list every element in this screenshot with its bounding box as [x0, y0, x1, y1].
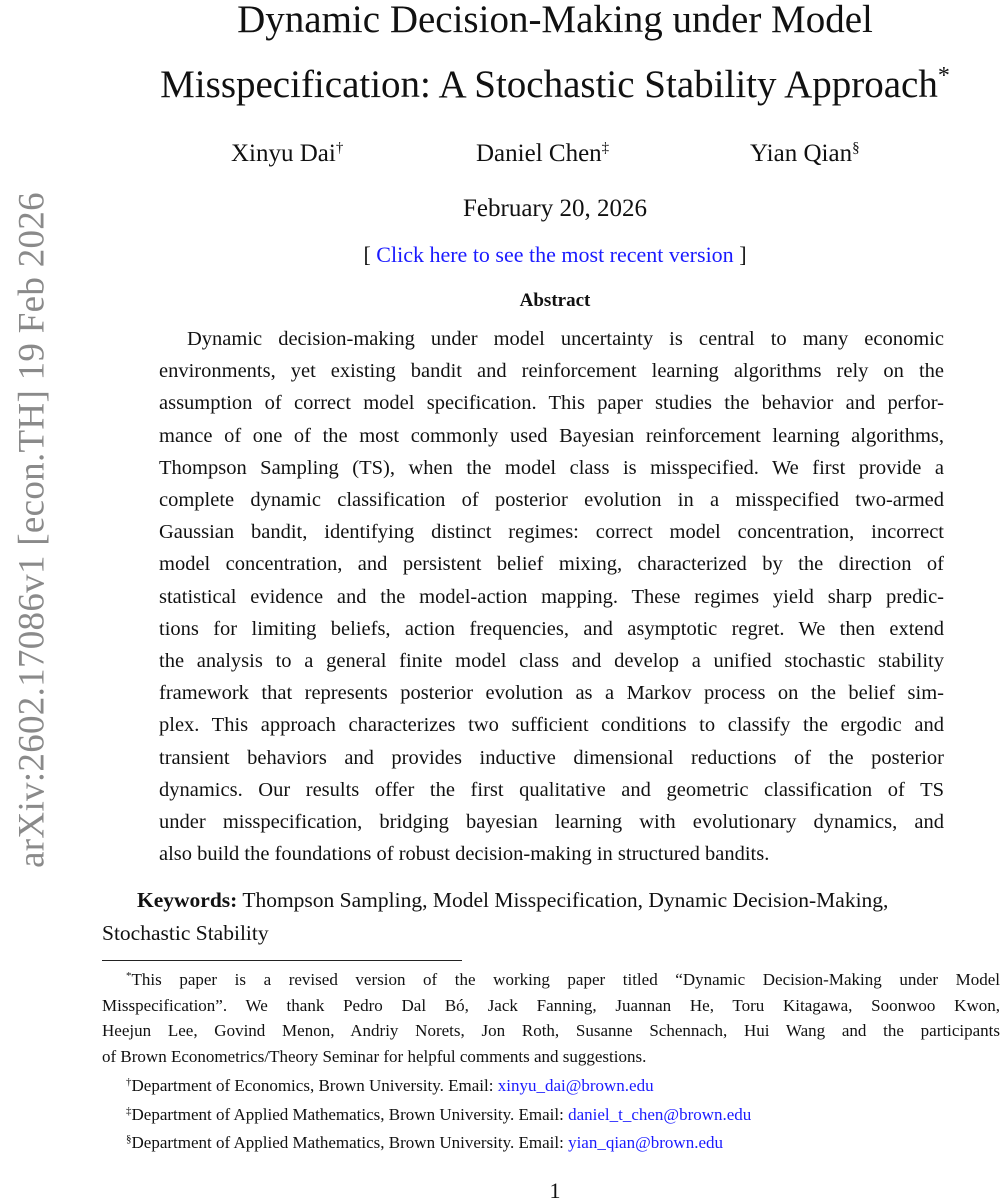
- keywords-label: Keywords:: [137, 888, 237, 912]
- abstract-line: tions for limiting beliefs, action frequencies, and asymptotic regret. We then extend: [159, 613, 944, 645]
- paper-title: [110, 0, 1000, 113]
- abstract-line: mance of one of the most commonly used Bayesian reinforcement learning algorithms,: [159, 420, 944, 452]
- footnote-divider: [102, 960, 462, 961]
- author-footnote-mark: §: [852, 140, 860, 156]
- email-link-dai[interactable]: xinyu_dai@brown.edu: [498, 1076, 654, 1095]
- author-name: Xinyu Dai: [231, 140, 336, 167]
- keywords-line-1: [102, 884, 1000, 917]
- author-yian-qian: [750, 140, 860, 168]
- footnote-mark: §: [126, 1133, 132, 1145]
- bracket-close: ]: [734, 242, 747, 267]
- footnote-line: [102, 964, 1000, 993]
- page-number: 1: [110, 1178, 1000, 1204]
- abstract-line: transient behaviors and provides inductive dimensional reductions of the posterior: [159, 742, 944, 774]
- title-footnote-mark: *: [938, 63, 950, 89]
- title-line-1: Dynamic Decision-Making under Model: [110, 0, 1000, 48]
- abstract-line: framework that represents posterior evolution as a Markov process on the belief sim-: [159, 677, 944, 709]
- footnote-affiliation-chen: [102, 1099, 1000, 1128]
- abstract-line: complete dynamic classification of posterior evolution in a misspecified two-armed: [159, 484, 944, 516]
- abstract-line: assumption of correct model specification. This paper studies the behavior and perfor-: [159, 387, 944, 419]
- title-line-2-text: Misspecification: A Stochastic Stability Approach: [160, 63, 938, 106]
- email-link-chen[interactable]: daniel_t_chen@brown.edu: [568, 1105, 751, 1124]
- recent-version-link[interactable]: Click here to see the most recent version: [376, 242, 733, 267]
- keywords-line-2: Stochastic Stability: [102, 917, 1000, 950]
- recent-version-notice: [110, 242, 1000, 268]
- arxiv-identifier-stamp: arXiv:2602.17086v1 [econ.TH] 19 Feb 2026: [11, 192, 54, 868]
- abstract-heading: Abstract: [110, 290, 1000, 312]
- footnotes: [102, 964, 1000, 1156]
- footnote-mark: †: [126, 1076, 132, 1088]
- abstract-text: [159, 323, 944, 870]
- abstract-line: Gaussian bandit, identifying distinct regimes: correct model concentration, incorrect: [159, 516, 944, 548]
- author-footnote-mark: †: [336, 140, 344, 156]
- bracket-open: [: [363, 242, 376, 267]
- footnote-line: Misspecification”. We thank Pedro Dal Bó, Jack Fanning, Juannan He, Toru Kitagawa, Soonwoo Kwon,: [102, 993, 1000, 1019]
- author-name: Daniel Chen: [476, 140, 602, 167]
- footnote-affiliation-dai: [102, 1070, 1000, 1099]
- footnote-line: Heejun Lee, Govind Menon, Andriy Norets, Jon Roth, Susanne Schennach, Hui Wang and the participants: [102, 1018, 1000, 1044]
- author-name: Yian Qian: [750, 140, 852, 167]
- footnote-line: of Brown Econometrics/Theory Seminar for helpful comments and suggestions.: [102, 1044, 1000, 1070]
- author-list: [200, 140, 920, 172]
- publication-date: February 20, 2026: [110, 195, 1000, 223]
- abstract-line: statistical evidence and the model-action mapping. These regimes yield sharp predic-: [159, 581, 944, 613]
- author-footnote-mark: ‡: [602, 140, 610, 156]
- abstract-line: model concentration, and persistent belief mixing, characterized by the direction of: [159, 548, 944, 580]
- title-line-2: [110, 48, 1000, 113]
- abstract-line: dynamics. Our results offer the first qualitative and geometric classification of TS: [159, 774, 944, 806]
- footnote-star-mark: *: [126, 970, 132, 982]
- affiliation-text: Department of Economics, Brown University. Email:: [132, 1076, 498, 1095]
- abstract-line: environments, yet existing bandit and reinforcement learning algorithms rely on the: [159, 355, 944, 387]
- abstract-line: Thompson Sampling (TS), when the model class is misspecified. We first provide a: [159, 452, 944, 484]
- abstract-line: under misspecification, bridging bayesian learning with evolutionary dynamics, and: [159, 806, 944, 838]
- keywords-section: [102, 884, 1000, 950]
- author-daniel-chen: [476, 140, 609, 168]
- keywords-list: Thompson Sampling, Model Misspecification, Dynamic Decision-Making,: [237, 888, 888, 912]
- email-link-qian[interactable]: yian_qian@brown.edu: [568, 1133, 723, 1152]
- abstract-line: the analysis to a general finite model class and develop a unified stochastic stability: [159, 645, 944, 677]
- affiliation-text: Department of Applied Mathematics, Brown University. Email:: [132, 1105, 569, 1124]
- abstract-line: plex. This approach characterizes two sufficient conditions to classify the ergodic and: [159, 709, 944, 741]
- footnote-affiliation-qian: [102, 1127, 1000, 1156]
- author-xinyu-dai: [231, 140, 343, 168]
- abstract-line: Dynamic decision-making under model uncertainty is central to many economic: [159, 323, 944, 355]
- footnote-text: This paper is a revised version of the working paper titled “Dynamic Decision-Making under Model: [132, 970, 1000, 989]
- affiliation-text: Department of Applied Mathematics, Brown University. Email:: [132, 1133, 569, 1152]
- abstract-line: also build the foundations of robust decision-making in structured bandits.: [159, 838, 944, 870]
- footnote-mark: ‡: [126, 1105, 132, 1117]
